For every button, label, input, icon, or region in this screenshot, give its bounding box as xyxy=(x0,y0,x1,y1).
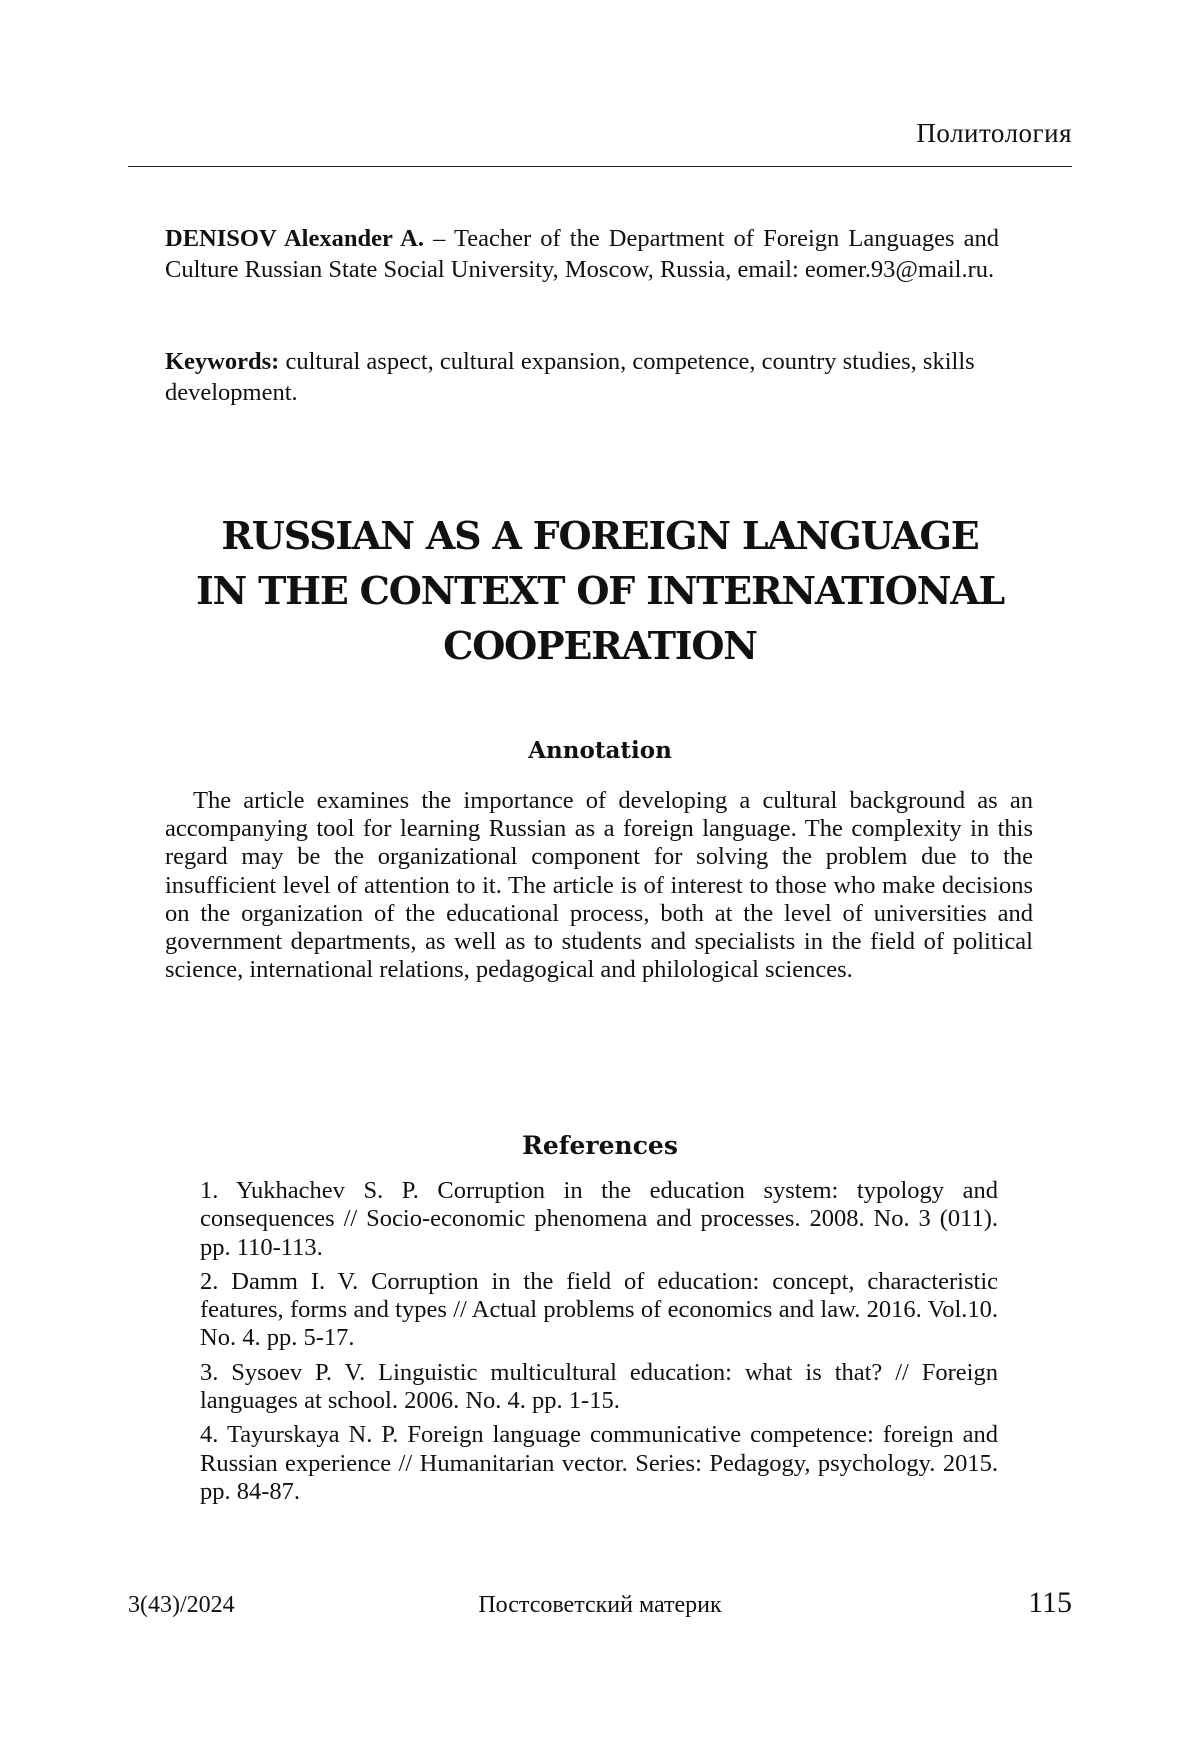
reference-item: 1. Yukhachev S. P. Corruption in the education system: typology and consequences // Socio-economic phenomena and processes. 2008. No. 3 (011). pp. 110-113. xyxy=(200,1177,998,1261)
article-title-line: IN THE CONTEXT OF INTERNATIONAL xyxy=(195,568,1005,613)
article-title-line: RUSSIAN AS A FOREIGN LANGUAGE xyxy=(221,513,979,558)
author-name: DENISOV Alexander A. xyxy=(165,225,424,252)
page-number: 115 xyxy=(1028,1586,1072,1619)
reference-item: 2. Damm I. V. Corruption in the field of education: concept, characteristic features, forms and types // Actual problems of economics and law. 2016. Vol.10. No. 4. pp. 5-17. xyxy=(200,1267,998,1352)
article-title-line: COOPERATION xyxy=(443,623,757,668)
running-head-section: Политология xyxy=(916,118,1072,148)
reference-item: 3. Sysoev P. V. Linguistic multicultural education: what is that? // Foreign languages at school. 2006. No. 4. pp. 1-15. xyxy=(200,1358,998,1415)
header-divider xyxy=(128,166,1072,167)
reference-item: 4. Tayurskaya N. P. Foreign language communicative competence: foreign and Russian experience // Humanitarian vector. Series: Pedagogy, psychology. 2015. pp. 84-87. xyxy=(200,1421,998,1505)
footer-issue: 3(43)/2024 xyxy=(128,1592,235,1618)
references-heading: References xyxy=(522,1131,678,1160)
author-info xyxy=(165,223,999,285)
references-list xyxy=(200,1177,998,1512)
annotation-heading: Annotation xyxy=(528,737,672,764)
article-title xyxy=(128,508,1072,673)
author-details: – Teacher of the Department of Foreign Languages and Culture Russian State Social University, Moscow, Russia, email: eomer.93@mail.ru. xyxy=(165,225,1000,283)
keywords-text: cultural aspect, cultural expansion, competence, country studies, skills development. xyxy=(165,348,975,406)
annotation-text: The article examines the importance of developing a cultural background as an accompanying tool for learning Russian as a foreign language. The complexity in this regard may be the organizational component for solving the problem due to the insufficient level of attention to it. The article is of interest to those who make decisions on the organization of the educational process, both at the level of universities and government departments, as well as to students and specialists in the field of political science, international relations, pedagogical and philological sciences. xyxy=(165,787,1033,984)
footer-journal-title: Постсоветский материк xyxy=(478,1592,722,1618)
keywords-label: Keywords: xyxy=(165,348,280,375)
keywords xyxy=(165,346,999,408)
